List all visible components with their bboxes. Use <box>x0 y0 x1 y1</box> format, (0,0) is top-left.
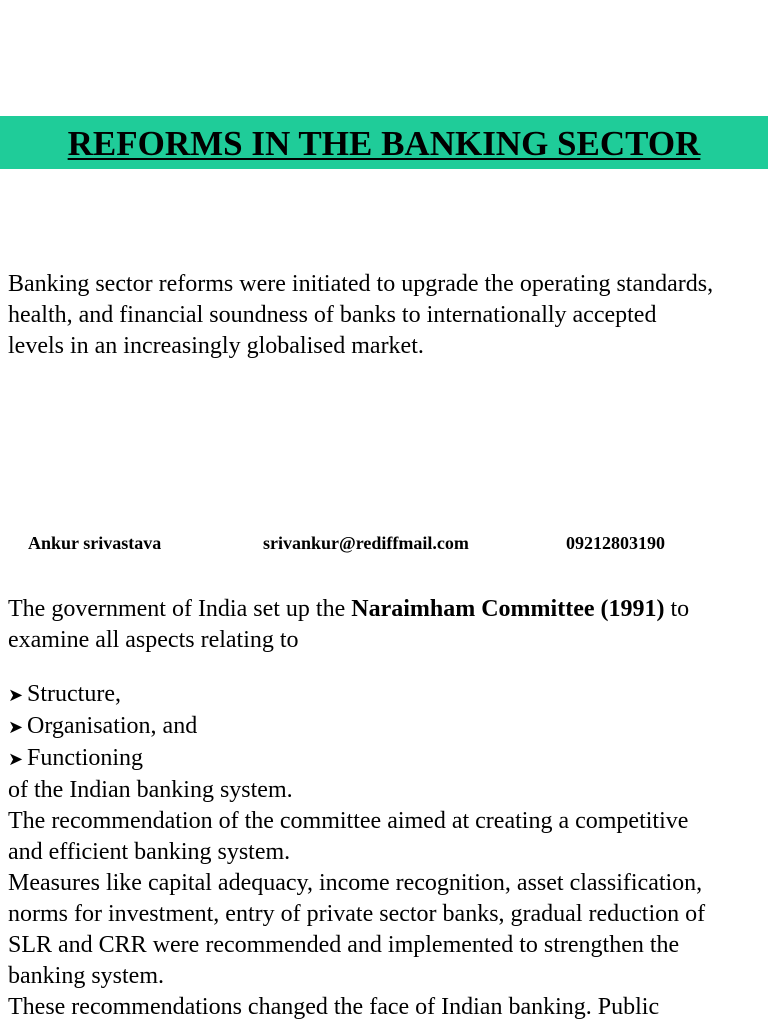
arrowhead-bullet-icon: ➤ <box>8 749 24 770</box>
body-line: SLR and CRR were recommended and implemented to strengthen the <box>8 932 680 958</box>
bullet-item <box>8 679 766 711</box>
arrowhead-bullet-icon: ➤ <box>8 685 24 706</box>
author-name: Ankur srivastava <box>28 533 162 553</box>
bullet-item <box>8 711 766 743</box>
intro-line: levels in an increasingly globalised market. <box>8 333 424 359</box>
intro-line: health, and financial soundness of banks to internationally accepted <box>8 302 657 328</box>
bullet-item <box>8 743 766 775</box>
committee-prefix: The government of India set up the <box>8 596 352 622</box>
intro-paragraph <box>8 269 766 362</box>
body-line: banking system. <box>8 963 164 989</box>
body-line: of the Indian banking system. <box>8 777 293 803</box>
arrowhead-bullet-icon: ➤ <box>8 717 24 738</box>
bullet-label: Organisation, and <box>27 713 198 739</box>
body-line: These recommendations changed the face of Indian banking. Public <box>8 994 660 1020</box>
spacer <box>8 656 766 679</box>
body-line: The recommendation of the committee aimed at creating a competitive <box>8 808 689 834</box>
committee-sentence-line: examine all aspects relating to <box>8 627 299 653</box>
bullet-label: Functioning <box>27 745 144 771</box>
author-phone: 09212803190 <box>566 533 665 553</box>
committee-sentence-line <box>8 594 766 625</box>
body-line: and efficient banking system. <box>8 839 291 865</box>
author-email: srivankur@rediffmail.com <box>263 533 469 553</box>
body-line: norms for investment, entry of private sector banks, gradual reduction of <box>8 901 706 927</box>
body-line: Measures like capital adequacy, income recognition, asset classification, <box>8 870 703 896</box>
bullet-label: Structure, <box>27 681 121 707</box>
intro-line: Banking sector reforms were initiated to upgrade the operating standards, <box>8 271 714 297</box>
committee-suffix: to <box>664 596 690 622</box>
body-text <box>8 594 766 1023</box>
page-title: REFORMS IN THE BANKING SECTOR <box>67 124 701 163</box>
committee-name: Naraimham Committee (1991) <box>351 596 665 622</box>
